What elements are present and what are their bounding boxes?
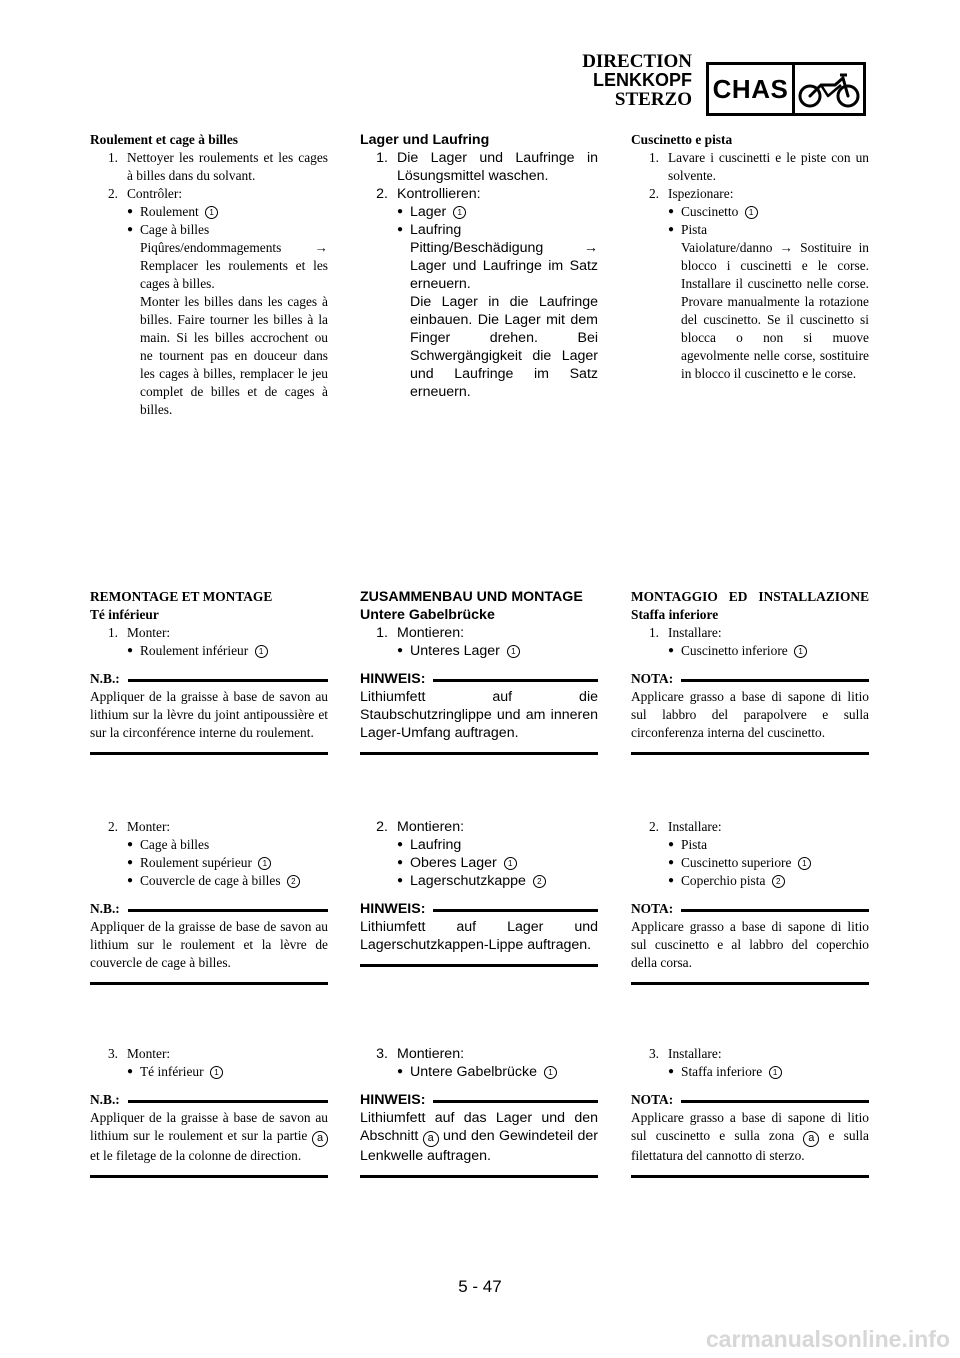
it-assembly: MONTAGGIO ED INSTALLAZIONE Staffa inferiore 1. Installare: ● Cuscinetto inferiore 1 NOTA: Applicare grasso a base di sapone di litio sul labbro del parapolvere e sulla circonferenza interna del cuscinetto. [631, 588, 869, 755]
note-divider [631, 752, 869, 755]
it-step2-note: Applicare grasso a base di sapone di litio sul cuscinetto e al labbro del coperchio della corsa. [631, 919, 869, 970]
fr-inspect-bullet2: ● Cage à billes [127, 222, 210, 237]
note-divider [90, 982, 328, 985]
de-assembly-note: Lithiumfett auf die Staubschutzringlippe und am inneren Lager-Umfang auftragen. [360, 689, 598, 741]
ref-1-icon: 1 [544, 1066, 557, 1079]
fr-assembly-note-header: N.B.: [90, 670, 328, 688]
bullet-icon: ● [127, 1066, 134, 1077]
bullet-icon: ● [127, 224, 134, 235]
ref-1-icon: 1 [210, 1066, 223, 1079]
title-fr: DIRECTION [582, 51, 692, 72]
arrow-icon: → [583, 240, 598, 256]
note-divider [631, 1175, 869, 1178]
it-inspect-step1: 1. Lavare i cuscinetti e le piste con un solvente. [648, 150, 869, 183]
bullet-icon: ● [397, 645, 404, 656]
note-divider [631, 982, 869, 985]
note-divider [360, 752, 598, 755]
it-inspect-bullet1: ● Cuscinetto 1 [668, 203, 869, 221]
ref-a-icon: a [803, 1131, 819, 1147]
bullet-icon: ● [127, 645, 134, 656]
ref-2-icon: 2 [533, 875, 546, 888]
ref-1-icon: 1 [507, 645, 520, 658]
it-step3-note: Applicare grasso a base di sapone di litio sul cuscinetto e sulla zona a e sulla filettatura del cannotto di sterzo. [631, 1110, 869, 1163]
fr-assembly-note: Appliquer de la graisse à base de savon au lithium sur la lèvre du joint antipoussière et sur la circonférence interne du roulement. [90, 689, 328, 740]
fr-step3: 3. Monter: ● Té inférieur 1 N.B.: Appliquer de la graisse à base de savon au lithium sur le roulement et sur la partie a et le filetage de la colonne de direction. [90, 1045, 328, 1178]
bullet-icon: ● [397, 1066, 404, 1077]
de-inspect-bullet2: ● Laufring [397, 222, 462, 238]
fr-inspect [90, 131, 328, 419]
fr-inspect-heading: Roulement et cage à billes [90, 132, 239, 147]
de-assembly: ZUSAMMENBAU UND MONTAGE Untere Gabelbrücke 1. Montieren: ● Unteres Lager 1 HINWEIS: Lithiumfett auf die Staubschutzringlippe und am inneren Lager-Umfang auftragen. [360, 588, 598, 755]
bullet-icon: ● [668, 224, 675, 235]
page-number: 5 - 47 [458, 1277, 502, 1296]
ref-a-icon: a [312, 1131, 328, 1147]
ref-2-icon: 2 [772, 875, 785, 888]
fr-inspect-sub: Piqûres/endommagements → Remplacer les roulements et les cages à billes. Monter les billes dans les cages à billes. Faire tourner les billes à la main. Si les billes accrochent ou ne tournent pas en douceur dans les cages à billes, remplacer le jeu complet de billes et de cages à billes. [140, 240, 328, 417]
it-inspect-bullet2: ● Pista [668, 222, 708, 237]
fr-step2: 2. Monter: ● Cage à billes ● Roulement supérieur 1 ● Couvercle de cage à billes 2 N.B.: Appliquer de la graisse de base de savon au lithium sur le roulement et la lèvre de couvercle de cage à billes. [90, 818, 328, 985]
ref-1-icon: 1 [504, 857, 517, 870]
bullet-icon: ● [668, 1066, 675, 1077]
bullet-icon: ● [668, 645, 675, 656]
bullet-icon: ● [668, 206, 675, 217]
note-divider [90, 752, 328, 755]
fr-assembly: REMONTAGE ET MONTAGE Té inférieur 1. Monter: ● Roulement inférieur 1 N.B.: Appliquer de la graisse à base de savon au lithium sur la lèvre du joint antipoussière et sur la circonférence interne du roulement. [90, 588, 328, 755]
ref-1-icon: 1 [255, 645, 268, 658]
de-inspect-sub: Pitting/Beschädigung → Lager und Laufringe im Satz erneuern. Die Lager in die Laufringe einbauen. Die Lager mit dem Finger drehen. Bei Schwergängigkeit die Lager und Laufringe im Satz erneuern. [410, 240, 598, 400]
de-inspect-heading: Lager und Laufring [360, 132, 490, 148]
it-assembly-subheading: Staffa inferiore [631, 607, 719, 622]
de-step3: 3. Montieren: ● Untere Gabelbrücke 1 HINWEIS: Lithiumfett auf das Lager und den Abschnitt a und den Gewindeteil der Lenkwelle auftragen. [360, 1045, 598, 1178]
it-inspect [631, 131, 869, 383]
it-inspect-step2: 2. Ispezionare: [648, 186, 734, 201]
de-step2-note: Lithiumfett auf Lager und Lagerschutzkappen-Lippe auftragen. [360, 919, 598, 953]
ref-2-icon: 2 [287, 875, 300, 888]
ref-1-icon: 1 [205, 206, 218, 219]
bullet-icon: ● [127, 839, 134, 850]
arrow-icon: → [779, 240, 793, 255]
fr-step3-note: Appliquer de la graisse à base de savon au lithium sur le roulement et sur la partie a et le filetage de la colonne de direction. [90, 1110, 328, 1163]
bullet-icon: ● [668, 839, 675, 850]
it-assembly-heading: MONTAGGIO ED INSTALLAZIONE [631, 589, 869, 604]
title-de: LENKKOPF [593, 70, 692, 90]
ref-1-icon: 1 [453, 206, 466, 219]
section-label: CHAS [709, 65, 795, 113]
ref-1-icon: 1 [258, 857, 271, 870]
bullet-icon: ● [668, 875, 675, 886]
fr-step2-note: Appliquer de la graisse de base de savon au lithium sur le roulement et la lèvre de couvercle de cage à billes. [90, 919, 328, 970]
bullet-icon: ● [127, 857, 134, 868]
bullet-icon: ● [397, 857, 404, 868]
ref-a-icon: a [423, 1131, 439, 1147]
fr-inspect-step2: 2. Contrôler: [107, 186, 183, 201]
bullet-icon: ● [397, 224, 404, 235]
note-divider [360, 1175, 598, 1178]
de-assembly-subheading: Untere Gabelbrücke [360, 607, 495, 623]
ref-1-icon: 1 [798, 857, 811, 870]
it-inspect-heading: Cuscinetto e pista [631, 132, 733, 147]
fr-inspect-step1: 1. Nettoyer les roulements et les cages à billes dans du solvant. [107, 150, 328, 183]
section-badge [706, 62, 866, 116]
it-assembly-note-header: NOTA: [631, 670, 869, 688]
fr-assembly-heading: REMONTAGE ET MONTAGE [90, 589, 273, 604]
de-assembly-note-header: HINWEIS: [360, 670, 598, 688]
de-inspect [360, 131, 598, 401]
ref-1-icon: 1 [794, 645, 807, 658]
note-divider [360, 964, 598, 967]
header-titles [582, 52, 692, 109]
bullet-icon: ● [397, 206, 404, 217]
motorcycle-icon [795, 65, 863, 113]
bullet-icon: ● [127, 206, 134, 217]
ref-1-icon: 1 [769, 1066, 782, 1079]
de-inspect-bullet1: ● Lager 1 [397, 203, 598, 221]
title-it: STERZO [614, 89, 692, 110]
watermark: carmanualsonline.info [705, 1326, 950, 1352]
de-step3-note: Lithiumfett auf das Lager und den Abschnitt a und den Gewindeteil der Lenkwelle auftragen. [360, 1110, 598, 1164]
note-divider [90, 1175, 328, 1178]
bullet-icon: ● [668, 857, 675, 868]
de-inspect-step2: 2. Kontrollieren: [376, 186, 481, 202]
bullet-icon: ● [127, 875, 134, 886]
it-step2: 2. Installare: ● Pista ● Cuscinetto superiore 1 ● Coperchio pista 2 NOTA: Applicare grasso a base di sapone di litio sul cuscinetto e al labbro del coperchio della corsa. [631, 818, 869, 985]
fr-inspect-bullet1: ● Roulement 1 [127, 203, 328, 221]
fr-assembly-subheading: Té inférieur [90, 607, 159, 622]
bullet-icon: ● [397, 839, 404, 850]
de-inspect-step1: 1. Die Lager und Laufringe in Lösungsmittel waschen. [376, 150, 598, 184]
ref-1-icon: 1 [745, 206, 758, 219]
it-assembly-note: Applicare grasso a base di sapone di litio sul labbro del parapolvere e sulla circonferenza interna del cuscinetto. [631, 689, 869, 740]
arrow-icon: → [314, 240, 328, 255]
de-assembly-heading: ZUSAMMENBAU UND MONTAGE [360, 589, 583, 605]
it-step3: 3. Installare: ● Staffa inferiore 1 NOTA: Applicare grasso a base di sapone di litio sul cuscinetto e sulla zona a e sulla filettatura del cannotto di sterzo. [631, 1045, 869, 1178]
bullet-icon: ● [397, 875, 404, 886]
it-inspect-sub: Vaiolature/danno → Sostituire in blocco i cuscinetti e le corse. Installare il cuscinetto nelle corse. Provare manualmente la rotazione del cuscinetto. Se il cuscinetto si blocca o non si muove agevolmente nelle corse, sostituire in blocco il cuscinetto e le corse. [681, 240, 869, 381]
de-step2: 2. Montieren: ● Laufring ● Oberes Lager 1 ● Lagerschutzkappe 2 HINWEIS: Lithiumfett auf Lager und Lagerschutzkappen-Lippe auftragen. [360, 818, 598, 967]
